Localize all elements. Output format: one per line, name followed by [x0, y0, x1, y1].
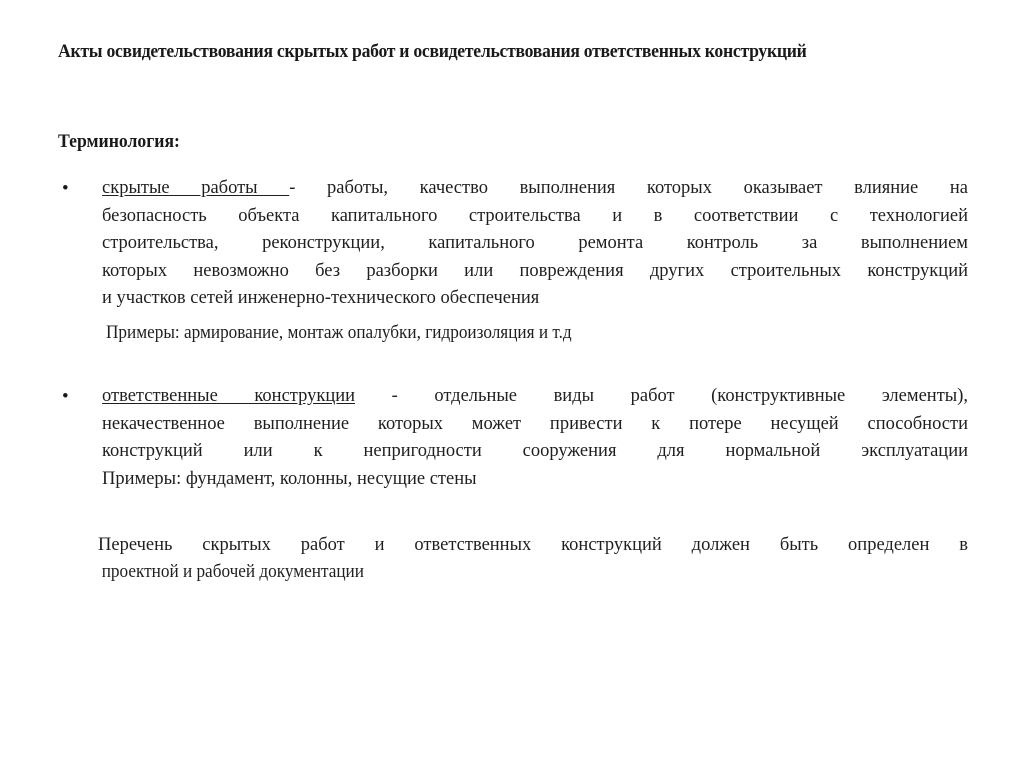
- term-hidden-works: скрытые работы: [102, 178, 290, 198]
- bullet-icon: •: [62, 178, 69, 199]
- document-title: Акты освидетельствования скрытых работ и освидетельствования ответственных конструкций: [58, 41, 807, 62]
- term-separator: -: [289, 178, 328, 198]
- bullet-text: [102, 383, 968, 493]
- text-line: [102, 383, 968, 411]
- text-line: некачественное выполнение которых может привести к потере несущей способности: [102, 413, 968, 434]
- bullet-text: [102, 175, 968, 313]
- text-line: которых невозможно без разборки или повреждения других строительных конструкций: [102, 260, 968, 281]
- text-line: проектной и рабочей документации: [101, 562, 364, 582]
- term-critical-structures: ответственные конструкции: [102, 386, 356, 406]
- definition-text: отдельные виды работ (конструктивные элементы),: [434, 386, 968, 406]
- bullet-icon: •: [62, 386, 69, 407]
- term-separator: -: [355, 386, 435, 406]
- definition-text: работы, качество выполнения которых оказывает влияние на: [327, 178, 968, 198]
- section-heading: Терминология:: [58, 131, 180, 152]
- examples-critical-structures: Примеры: фундамент, колонны, несущие стены: [102, 468, 477, 489]
- text-line: Перечень скрытых работ и ответственных конструкций должен быть определен в: [98, 535, 968, 555]
- text-line: и участков сетей инженерно-технического обеспечения: [102, 288, 540, 308]
- text-line: безопасность объекта капитального строительства и в соответствии с технологией: [102, 205, 968, 226]
- text-line: строительства, реконструкции, капитального ремонта контроль за выполнением: [102, 233, 968, 253]
- text-line: конструкций или к непригодности сооружения для нормальной эксплуатации: [102, 441, 968, 461]
- examples-hidden-works: Примеры: армирование, монтаж опалубки, гидроизоляция и т.д: [106, 323, 572, 343]
- conclusion-paragraph: [98, 532, 968, 586]
- text-line: [102, 175, 968, 203]
